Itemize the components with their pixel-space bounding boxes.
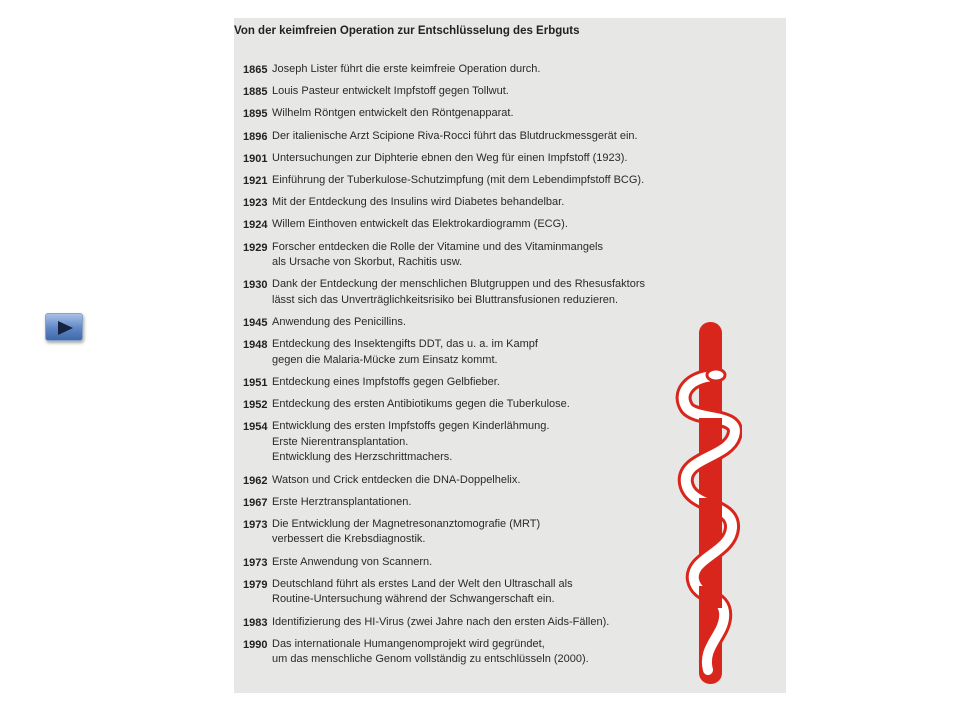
entry-description (272, 173, 692, 189)
entry-line: Erste Nierentransplantation. (272, 435, 409, 448)
entry-year: 1954 (243, 421, 268, 434)
entry-description (272, 129, 692, 145)
entry-line: Erste Herztransplantationen. (272, 495, 412, 508)
entry-description (272, 217, 692, 233)
entry-year: 1895 (243, 108, 268, 121)
entry-year: 1865 (243, 64, 268, 76)
entry-year: 1983 (243, 616, 268, 629)
entry-year: 1952 (243, 399, 268, 412)
entry-description (272, 473, 692, 489)
entry-description (272, 62, 692, 78)
entry-line: Joseph Lister führt die erste keimfreie Operation durch. (272, 63, 541, 75)
entry-line: Entdeckung des ersten Antibiotikums gegen die Tuberkulose. (272, 398, 570, 411)
entry-line: Entdeckung des Insektengifts DDT, das u. a. im Kampf (272, 338, 538, 351)
entry-description (272, 337, 692, 368)
entry-year: 1973 (243, 556, 268, 569)
entry-description (272, 419, 692, 466)
entry-line: Willem Einthoven entwickelt das Elektrokardiogramm (ECG). (272, 218, 568, 231)
entry-line: Forscher entdecken die Rolle der Vitamine und des Vitaminmangels (272, 240, 603, 253)
entry-line: verbessert die Krebsdiagnostik. (272, 533, 426, 546)
entry-line: Wilhelm Röntgen entwickelt den Röntgenapparat. (272, 107, 514, 120)
play-icon (46, 314, 84, 342)
entry-line: Anwendung des Penicillins. (272, 316, 406, 328)
entry-line: Deutschland führt als erstes Land der Welt den Ultraschall als (272, 577, 573, 590)
entry-line: lässt sich das Unverträglichkeitsrisiko bei Bluttransfusionen reduzieren. (272, 293, 619, 306)
entry-line: Routine-Untersuchung während der Schwangerschaft ein. (272, 593, 555, 606)
entry-year: 1921 (243, 175, 268, 187)
timeline-document (234, 18, 786, 693)
entry-description (272, 84, 692, 100)
entry-line: um das menschliche Genom vollständig zu entschlüsseln (2000). (272, 653, 589, 666)
entry-year: 1924 (243, 219, 268, 232)
entry-line: Der italienische Arzt Scipione Riva-Rocci führt das Blutdruckmessgerät ein. (272, 129, 638, 142)
entry-description (272, 106, 692, 122)
entry-line: als Ursache von Skorbut, Rachitis usw. (272, 256, 463, 269)
entry-year: 1945 (243, 317, 268, 329)
entry-year: 1990 (243, 638, 268, 651)
entry-line: Entwicklung des Herzschrittmachers. (272, 451, 453, 464)
document-title: Von der keimfreien Operation zur Entschlüsselung des Erbguts (234, 25, 580, 37)
entry-line: Dank der Entdeckung der menschlichen Blutgruppen und des Rhesusfaktors (272, 278, 646, 291)
entry-year: 1951 (243, 376, 268, 389)
entry-description (272, 517, 692, 548)
entry-description (272, 151, 692, 167)
entry-line: Das internationale Humangenomprojekt wird gegründet, (272, 637, 545, 650)
entry-year: 1901 (243, 152, 268, 165)
entry-line: Die Entwicklung der Magnetresonanztomografie (MRT) (272, 517, 541, 530)
entry-description (272, 555, 692, 571)
entry-description (272, 397, 692, 413)
entry-description (272, 637, 692, 668)
entry-description (272, 315, 692, 331)
entry-line: Mit der Entdeckung des Insulins wird Diabetes behandelbar. (272, 196, 565, 209)
entry-description (272, 615, 692, 631)
entry-year: 1973 (243, 518, 268, 531)
entry-year: 1896 (243, 130, 268, 143)
entry-line: Untersuchungen zur Diphterie ebnen den Weg für einen Impfstoff (1923). (272, 151, 628, 164)
entry-year: 1962 (243, 474, 268, 487)
entry-line: Entdeckung eines Impfstoffs gegen Gelbfieber. (272, 375, 500, 388)
entry-description (272, 277, 692, 308)
play-button[interactable] (45, 313, 83, 341)
entry-year: 1979 (243, 578, 268, 591)
entry-description (272, 375, 692, 391)
entry-line: Louis Pasteur entwickelt Impfstoff gegen Tollwut. (272, 85, 509, 98)
entry-year: 1929 (243, 241, 268, 254)
entry-description (272, 577, 692, 608)
entry-year: 1967 (243, 496, 268, 509)
entry-year: 1885 (243, 86, 268, 99)
entry-line: Watson und Crick entdecken die DNA-Doppelhelix. (272, 473, 521, 486)
entry-line: Identifizierung des HI-Virus (zwei Jahre nach den ersten Aids-Fällen). (272, 615, 610, 628)
entry-line: gegen die Malaria-Mücke zum Einsatz kommt. (272, 353, 498, 366)
entry-year: 1930 (243, 279, 268, 292)
entry-year: 1923 (243, 197, 268, 210)
entry-description (272, 195, 692, 211)
rod-of-asclepius-icon (672, 318, 742, 688)
entry-description (272, 240, 692, 271)
entry-line: Einführung der Tuberkulose-Schutzimpfung (mit dem Lebendimpfstoff BCG). (272, 174, 645, 186)
entry-description (272, 495, 692, 511)
entry-line: Erste Anwendung von Scannern. (272, 555, 433, 568)
entry-line: Entwicklung des ersten Impfstoffs gegen Kinderlähmung. (272, 420, 550, 433)
entry-year: 1948 (243, 339, 268, 352)
